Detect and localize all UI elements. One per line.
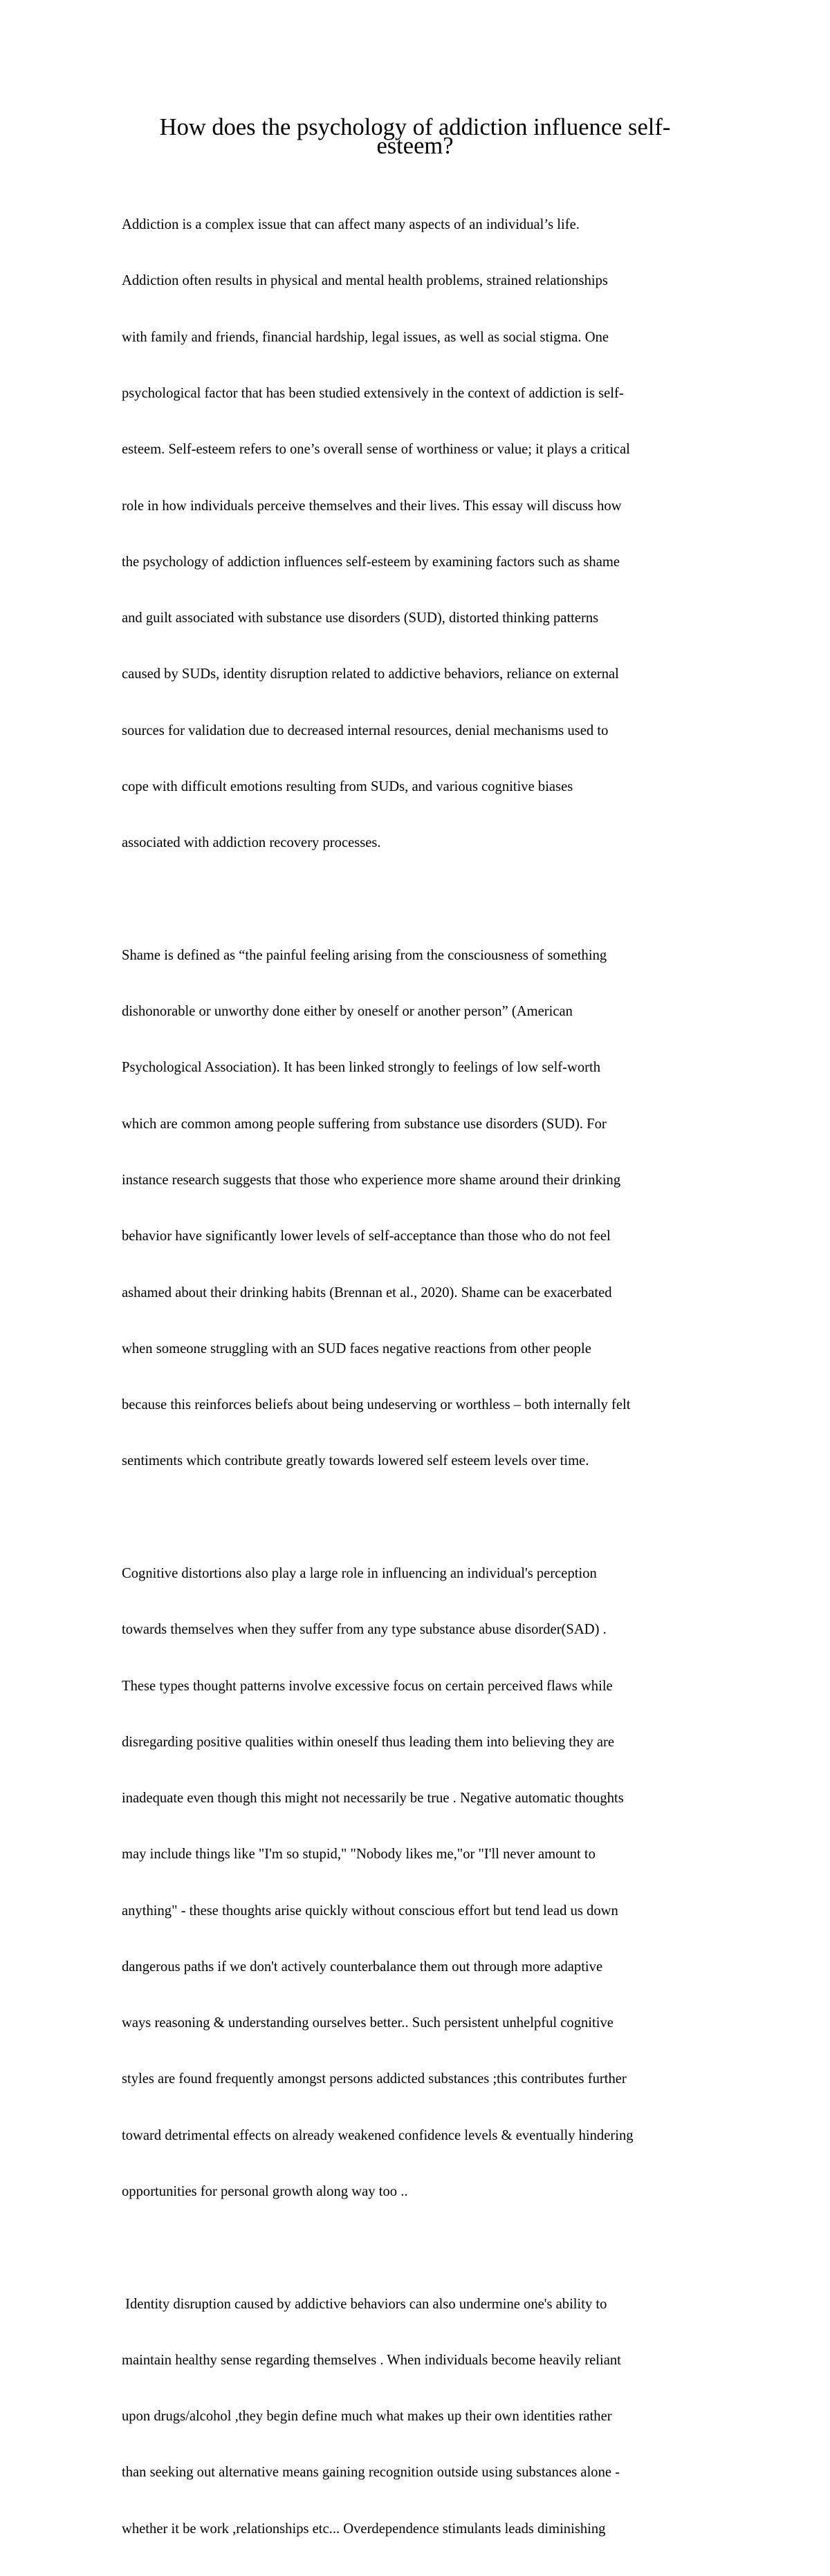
text-line: inadequate even though this might not necessarily be true . Negative automatic thoughts xyxy=(122,1791,624,1807)
text-line: dishonorable or unworthy done either by oneself or another person” (American xyxy=(122,1004,573,1020)
text-line: whether it be work ,relationships etc... Overdependence stimulants leads diminishing xyxy=(122,2521,606,2537)
paragraph-identity-disruption xyxy=(122,2257,717,2576)
text-line: upon drugs/alcohol ,they begin define much what makes up their own identities rather xyxy=(122,2409,612,2425)
text-line: sources for validation due to decreased internal resources, denial mechanisms used to xyxy=(122,722,609,738)
text-line: than seeking out alternative means gaining recognition outside using substances alone - xyxy=(122,2465,620,2481)
text-line: Shame is defined as “the painful feeling arising from the consciousness of something xyxy=(122,947,607,963)
document-title xyxy=(122,112,708,161)
text-line: opportunities for personal growth along way too .. xyxy=(122,2184,408,2200)
title-line: How does the psychology of addiction influence self- xyxy=(159,114,671,140)
text-line: ashamed about their drinking habits (Brennan et al., 2020). Shame can be exacerbated xyxy=(122,1285,612,1300)
text-line: toward detrimental effects on already weakened confidence levels & eventually hindering xyxy=(122,2127,634,2143)
text-line: when someone struggling with an SUD faces negative reactions from other people xyxy=(122,1341,591,1356)
text-line: styles are found frequently amongst persons addicted substances ;this contributes further xyxy=(122,2071,627,2087)
text-line: Cognitive distortions also play a large role in influencing an individual's perception xyxy=(122,1565,597,1581)
text-line: dangerous paths if we don't actively counterbalance them out through more adaptive xyxy=(122,1959,603,1975)
text-line: Identity disruption caused by addictive behaviors can also undermine one's ability to xyxy=(122,2296,607,2312)
text-line: and guilt associated with substance use disorders (SUD), distorted thinking patterns xyxy=(122,610,599,626)
text-line: which are common among people suffering from substance use disorders (SUD). For xyxy=(122,1116,607,1132)
text-line: These types thought patterns involve excessive focus on certain perceived flaws while xyxy=(122,1678,613,1694)
text-line: ways reasoning & understanding ourselves better.. Such persistent unhelpful cognitive xyxy=(122,2015,614,2031)
document-body xyxy=(122,178,717,2576)
text-line: Psychological Association). It has been linked strongly to feelings of low self-worth xyxy=(122,1060,601,1076)
text-line: psychological factor that has been studied extensively in the context of addiction is self- xyxy=(122,386,624,402)
text-line: disregarding positive qualities within oneself thus leading them into believing they are xyxy=(122,1734,615,1750)
text-line: may include things like "I'm so stupid," "Nobody likes me,"or "I'll never amount to xyxy=(122,1847,596,1863)
text-line: because this reinforces beliefs about being undeserving or worthless – both internally felt xyxy=(122,1397,631,1413)
paragraph-intro xyxy=(122,178,717,890)
text-line: role in how individuals perceive themselves and their lives. This essay will discuss how xyxy=(122,498,622,514)
text-line: sentiments which contribute greatly towards lowered self esteem levels over time. xyxy=(122,1453,589,1469)
text-line: esteem. Self-esteem refers to one’s overall sense of worthiness or value; it plays a critical xyxy=(122,442,630,458)
text-line: cope with difficult emotions resulting from SUDs, and various cognitive biases xyxy=(122,779,573,794)
text-line: maintain healthy sense regarding themselves . When individuals become heavily reliant xyxy=(122,2352,621,2368)
text-line: anything" - these thoughts arise quickly without conscious effort but tend lead us down xyxy=(122,1903,618,1919)
text-line: behavior have significantly lower levels of self-acceptance than those who do not feel xyxy=(122,1229,611,1244)
text-line: associated with addiction recovery processes. xyxy=(122,835,381,851)
paragraph-shame xyxy=(122,909,717,1509)
title-line: esteem? xyxy=(376,133,454,160)
text-line: caused by SUDs, identity disruption related to addictive behaviors, reliance on external xyxy=(122,666,619,682)
text-line: Addiction often results in physical and mental health problems, strained relationships xyxy=(122,273,608,289)
paragraph-cognitive-distortions xyxy=(122,1527,717,2239)
text-line: towards themselves when they suffer from any type substance abuse disorder(SAD) . xyxy=(122,1622,607,1638)
text-line: with family and friends, financial hardship, legal issues, as well as social stigma. One xyxy=(122,329,609,345)
text-line: the psychology of addiction influences self-esteem by examining factors such as shame xyxy=(122,554,620,570)
text-line: instance research suggests that those who experience more shame around their drinking xyxy=(122,1172,621,1188)
text-line: Addiction is a complex issue that can affect many aspects of an individual’s life. xyxy=(122,217,580,233)
